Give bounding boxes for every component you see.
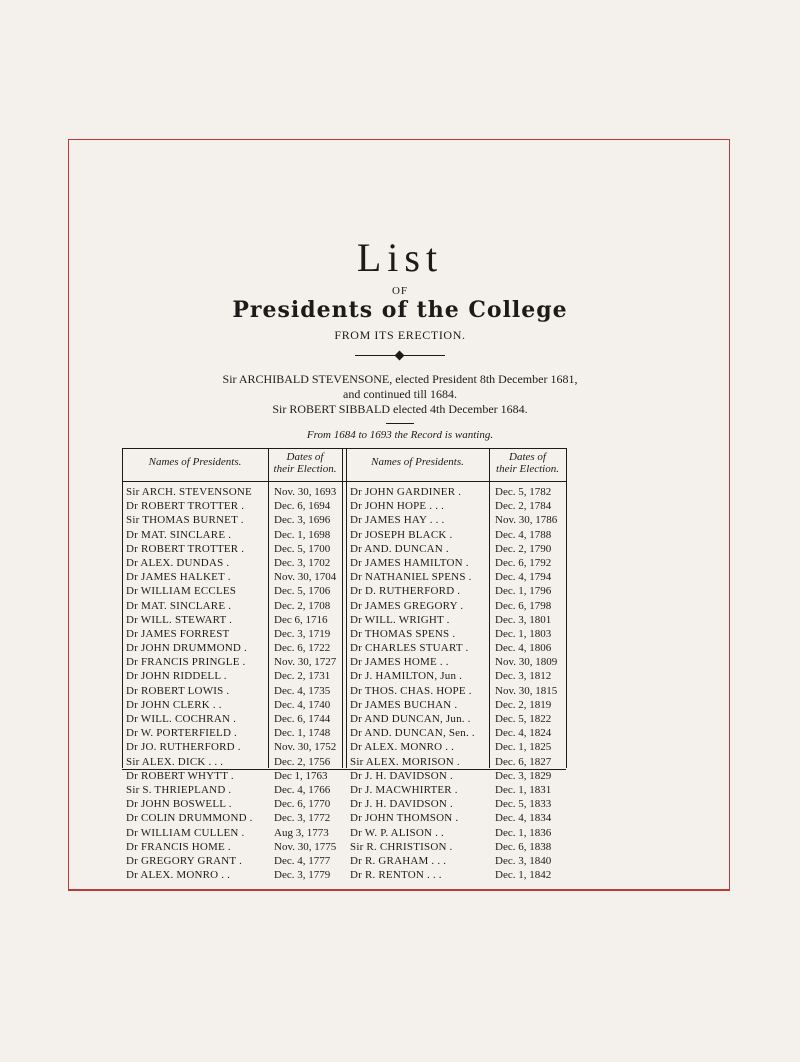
table-rule	[268, 448, 269, 768]
president-name: Dr WILLIAM ECCLES	[126, 585, 237, 598]
election-date: Dec. 1, 1796	[495, 585, 552, 598]
election-date: Nov. 30, 1786	[495, 514, 558, 527]
president-name: Sir ALEX. DICK . . .	[126, 755, 224, 768]
from-erection: FROM ITS ERECTION.	[334, 328, 466, 342]
election-date: Dec. 4, 1740	[274, 698, 331, 711]
election-date: Dec. 5, 1822	[495, 713, 552, 725]
election-date: Dec. 6, 1722	[274, 642, 331, 655]
election-date: Dec. 3, 1719	[274, 627, 331, 640]
president-name: Dr AND. DUNCAN .	[350, 542, 449, 555]
election-date: Dec 1, 1763	[274, 769, 328, 782]
election-date: Nov. 30, 1775	[274, 840, 337, 853]
election-date: Nov. 30, 1752	[274, 741, 337, 754]
president-name: Dr GREGORY GRANT .	[126, 854, 243, 867]
right-dates-column	[495, 485, 566, 882]
president-name: Dr ROBERT TROTTER .	[126, 542, 245, 555]
president-name: Dr CHARLES STUART .	[350, 642, 469, 655]
header-dates-line1: Dates of	[509, 451, 546, 463]
president-name: Dr J. HAMILTON, Jun .	[350, 670, 463, 683]
president-name: Sir R. CHRISTISON .	[350, 840, 453, 853]
president-name: Dr D. RUTHERFORD .	[350, 585, 461, 598]
president-name: Dr WILL. STEWART .	[126, 613, 233, 626]
president-name: Dr ROBERT LOWIS .	[126, 684, 230, 697]
right-names-column	[350, 485, 489, 882]
table-rule	[566, 448, 567, 768]
president-name: Dr JAMES HOME . .	[350, 656, 449, 669]
election-date: Dec. 3, 1696	[274, 514, 331, 527]
president-name: Dr JAMES FORREST	[126, 627, 230, 640]
election-date: Dec. 1, 1698	[274, 528, 331, 541]
president-name: Dr ALEX. MONRO . .	[126, 869, 231, 882]
short-divider	[386, 423, 414, 424]
election-date: Dec. 6, 1838	[495, 840, 552, 853]
president-name: Dr R. RENTON . . .	[350, 869, 442, 882]
header-dates-line1: Dates of	[286, 451, 324, 463]
election-date: Nov. 30, 1727	[274, 656, 337, 669]
president-name: Dr FRANCIS HOME .	[126, 840, 231, 853]
election-date: Dec. 2, 1784	[495, 500, 552, 513]
election-date: Dec 6, 1716	[274, 613, 328, 626]
president-name: Dr THOMAS SPENS .	[350, 627, 456, 640]
president-name: Sir S. THRIEPLAND .	[126, 783, 232, 796]
election-date: Nov. 30, 1693	[274, 486, 337, 498]
president-name: Dr JOHN HOPE . . .	[350, 500, 445, 513]
president-name: Dr THOS. CHAS. HOPE .	[350, 684, 472, 697]
header-names-left: Names of Presidents.	[148, 456, 242, 468]
header-names-right: Names of Presidents.	[371, 456, 464, 468]
election-date: Dec. 4, 1777	[274, 854, 331, 867]
president-name: Dr JAMES GREGORY .	[350, 599, 464, 612]
president-name: Dr AND DUNCAN, Jun. .	[350, 713, 471, 725]
president-name: Sir THOMAS BURNET .	[126, 514, 244, 527]
election-date: Dec. 2, 1756	[274, 755, 331, 768]
election-date: Dec. 1, 1803	[495, 627, 552, 640]
election-date: Nov. 30, 1815	[495, 684, 558, 697]
president-name: Dr JOHN BOSWELL .	[126, 798, 232, 811]
page-title: List	[356, 235, 444, 280]
election-date: Dec. 4, 1735	[274, 684, 331, 697]
president-name: Dr JAMES HAY . . .	[350, 514, 445, 527]
election-date: Dec. 5, 1700	[274, 542, 331, 555]
election-date: Dec. 2, 1731	[274, 670, 331, 683]
header-dates-line2: their Election.	[273, 463, 337, 475]
president-name: Dr NATHANIEL SPENS .	[350, 571, 472, 584]
election-date: Dec. 3, 1812	[495, 670, 552, 683]
election-date: Dec. 2, 1790	[495, 542, 552, 555]
president-name: Dr WILL. WRIGHT .	[350, 613, 450, 626]
president-name: Sir ARCH. STEVENSONE	[126, 486, 252, 498]
page-border-top	[68, 139, 730, 140]
election-date: Nov. 30, 1809	[495, 656, 558, 669]
election-date: Dec. 4, 1794	[495, 571, 552, 584]
election-date: Dec. 1, 1831	[495, 783, 552, 796]
table-rule	[489, 448, 490, 768]
table-rule	[346, 448, 347, 768]
header-dates-right	[489, 451, 566, 475]
election-date: Dec. 5, 1706	[274, 585, 331, 598]
intro-line-1: Sir ARCHIBALD STEVENSONE, elected President 8th December 1681,	[222, 372, 578, 386]
election-date: Dec. 1, 1842	[495, 869, 552, 882]
president-name: Dr MAT. SINCLARE .	[126, 528, 232, 541]
president-name: Dr ALEX. MONRO . .	[350, 741, 455, 754]
election-date: Dec. 6, 1694	[274, 500, 331, 513]
election-date: Dec. 1, 1748	[274, 727, 331, 740]
page-border-bottom	[68, 889, 730, 891]
president-name: Dr JOHN CLERK . .	[126, 698, 222, 711]
president-name: Dr WILLIAM CULLEN .	[126, 826, 245, 839]
election-date: Dec. 3, 1840	[495, 854, 552, 867]
president-name: Dr J. MACWHIRTER .	[350, 783, 458, 796]
president-name: Dr WILL. COCHRAN .	[126, 713, 237, 725]
election-date: Dec. 6, 1792	[495, 556, 552, 569]
president-name: Dr J. H. DAVIDSON .	[350, 798, 453, 811]
table-header-rule	[122, 481, 566, 482]
election-date: Dec. 6, 1798	[495, 599, 552, 612]
president-name: Dr JOHN DRUMMOND .	[126, 642, 247, 655]
president-name: Dr JAMES BUCHAN .	[350, 698, 458, 711]
election-date: Dec. 4, 1834	[495, 812, 552, 825]
election-date: Dec. 3, 1801	[495, 613, 552, 626]
president-name: Dr JAMES HALKET .	[126, 571, 231, 584]
table-rule	[342, 448, 343, 768]
header-dates-line2: their Election.	[496, 463, 559, 475]
election-date: Dec. 3, 1779	[274, 869, 331, 882]
president-name: Dr JOHN GARDINER .	[350, 486, 462, 498]
president-name: Dr AND. DUNCAN, Sen. .	[350, 727, 475, 740]
president-name: Sir ALEX. MORISON .	[350, 755, 460, 768]
president-name: Dr FRANCIS PRINGLE .	[126, 656, 246, 669]
president-name: Dr JOHN RIDDELL .	[126, 670, 227, 683]
election-date: Dec. 6, 1770	[274, 798, 331, 811]
election-date: Nov. 30, 1704	[274, 571, 337, 584]
election-date: Dec. 5, 1782	[495, 486, 552, 498]
left-dates-column	[274, 485, 342, 882]
election-date: Dec. 2, 1819	[495, 698, 552, 711]
table-rule	[122, 448, 123, 768]
election-date: Dec. 4, 1806	[495, 642, 552, 655]
president-name: Dr JOHN THOMSON .	[350, 812, 459, 825]
election-date: Dec. 6, 1744	[274, 713, 331, 725]
president-name: Dr COLIN DRUMMOND .	[126, 812, 253, 825]
page-subtitle: Presidents of the College	[232, 297, 568, 323]
election-date: Dec. 2, 1708	[274, 599, 331, 612]
president-name: Dr J. H. DAVIDSON .	[350, 769, 453, 782]
election-date: Dec. 4, 1788	[495, 528, 552, 541]
diamond-ornament-icon	[395, 351, 405, 361]
president-name: Dr W. PORTERFIELD .	[126, 727, 238, 740]
election-date: Aug 3, 1773	[274, 826, 329, 839]
intro-paragraph-2: Sir ROBERT SIBBALD elected 4th December 1684.	[272, 402, 528, 416]
intro-paragraph-1	[0, 372, 800, 402]
left-names-column	[126, 485, 268, 882]
election-date: Dec. 3, 1772	[274, 812, 331, 825]
record-note: From 1684 to 1693 the Record is wanting.	[306, 429, 494, 441]
president-name: Dr JOSEPH BLACK .	[350, 528, 453, 541]
president-name: Dr W. P. ALISON . .	[350, 826, 444, 839]
header-dates-left	[268, 451, 342, 475]
election-date: Dec. 1, 1825	[495, 741, 552, 754]
president-name: Dr JO. RUTHERFORD .	[126, 741, 241, 754]
election-date: Dec. 3, 1829	[495, 769, 552, 782]
election-date: Dec. 3, 1702	[274, 556, 331, 569]
election-date: Dec. 5, 1833	[495, 798, 552, 811]
election-date: Dec. 4, 1824	[495, 727, 552, 740]
president-name: Dr ROBERT TROTTER .	[126, 500, 245, 513]
election-date: Dec. 6, 1827	[495, 755, 552, 768]
election-date: Dec. 1, 1836	[495, 826, 552, 839]
president-name: Dr JAMES HAMILTON .	[350, 556, 469, 569]
president-name: Dr ROBERT WHYTT .	[126, 769, 234, 782]
election-date: Dec. 4, 1766	[274, 783, 331, 796]
president-name: Dr MAT. SINCLARE .	[126, 599, 232, 612]
intro-line-2: and continued till 1684.	[343, 387, 457, 401]
title-of: OF	[391, 285, 409, 297]
president-name: Dr R. GRAHAM . . .	[350, 854, 447, 867]
president-name: Dr ALEX. DUNDAS .	[126, 556, 230, 569]
